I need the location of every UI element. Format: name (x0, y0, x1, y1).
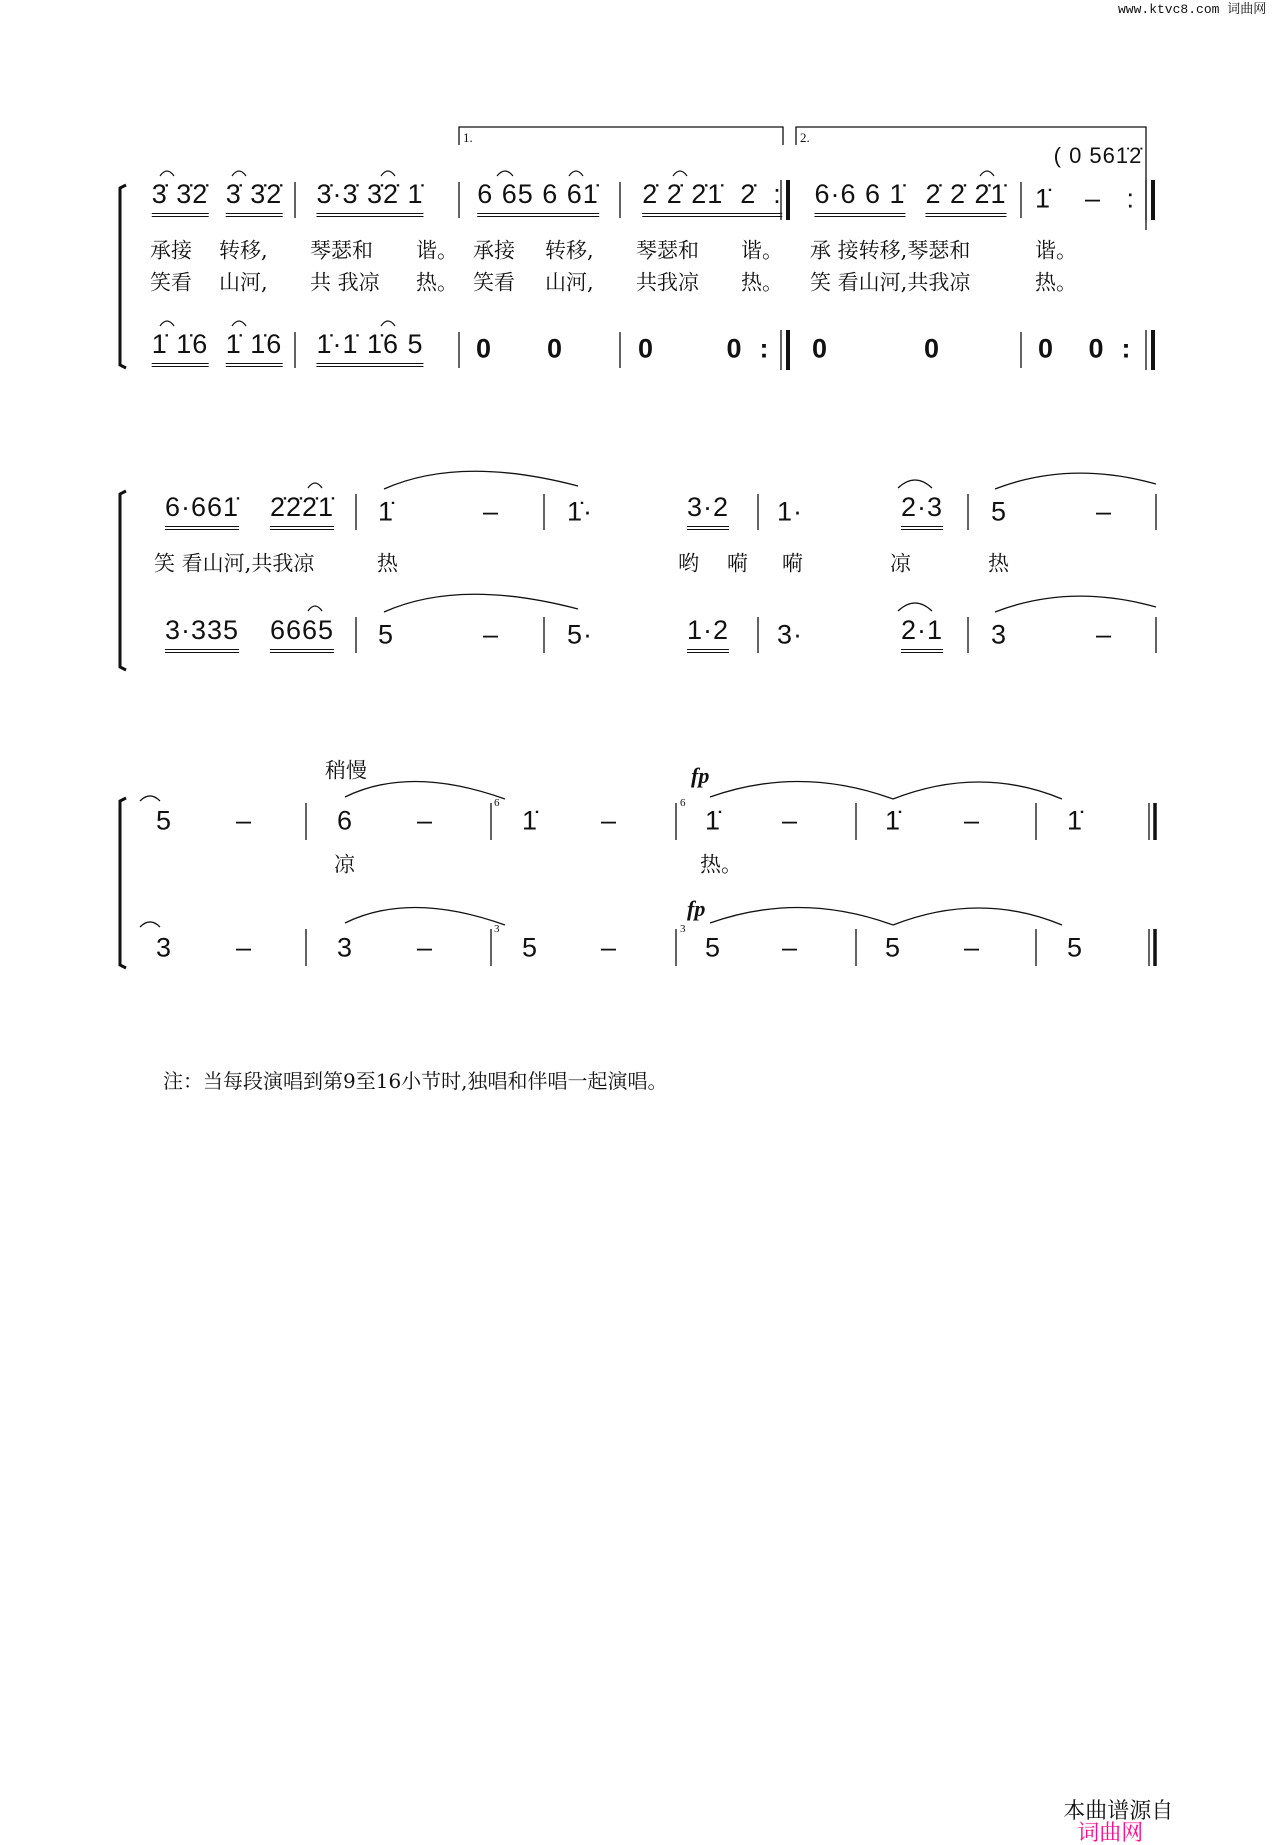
note-group: 6·661̇ (165, 494, 239, 530)
dash: – (416, 932, 434, 963)
dash: – (600, 932, 618, 963)
dynamic-fp: fp (691, 763, 710, 788)
note-group: 1̇ – : (1034, 183, 1136, 214)
lyric: 笑看 (473, 270, 515, 295)
lyric: 承 接转移,琴瑟和 (810, 238, 971, 263)
note-group: 3·335 (165, 617, 239, 653)
note-group: 3̇ 3̇2̇ (226, 181, 283, 217)
note: 1̇ (1066, 805, 1084, 836)
note-group: 1̇ 1̇6 (226, 331, 283, 367)
lyric: 承接 (473, 238, 515, 263)
note-group: 1̇ 1̇6 (152, 331, 209, 367)
note: 1̇· (566, 496, 594, 527)
intro-notes: ( 0 561̇2̇ (1053, 143, 1143, 168)
dash: – (963, 805, 981, 836)
note-group: 2·3 (901, 494, 943, 530)
volta-1-label: 1. (463, 130, 473, 145)
dash: – (416, 805, 434, 836)
rest: 0 (475, 333, 493, 364)
lyric: 山河, (545, 270, 594, 295)
lyric: 笑 看山河,共我凉 (810, 270, 971, 295)
volta-1-bracket (459, 127, 783, 145)
lyric: 承接 (150, 238, 192, 263)
lyric: 山河, (219, 270, 268, 295)
lyric: 热。 (741, 270, 783, 295)
lyric: 琴瑟和 (310, 238, 373, 263)
watermark-prefix: 本曲谱源自 (1063, 1798, 1174, 1823)
note-group: 1̇·1̇ 1̇6 5 (316, 331, 423, 367)
note-group: 2·1 (901, 617, 943, 653)
dynamic-fp: fp (687, 896, 706, 921)
lyric: 共我凉 (636, 270, 699, 295)
grace-note: 6 (494, 797, 500, 809)
dash: – (1095, 619, 1113, 650)
dash: – (1095, 496, 1113, 527)
note: 1̇ (521, 805, 539, 836)
note-group: 3̇·3̇ 3̇2̇ 1̇ (316, 181, 423, 217)
lyric: 嗬 (782, 551, 803, 576)
dash: – (235, 932, 253, 963)
lyric: 谐。 (416, 238, 458, 263)
watermark-bottom (1051, 1778, 1173, 1844)
rest: 0 (1037, 333, 1055, 364)
lyric: 热。 (1035, 270, 1077, 295)
watermark-top: www.ktvc8.com 词曲网 (1118, 2, 1267, 17)
grace-note: 6 (680, 797, 686, 809)
lyric: 嗬 (727, 551, 748, 576)
note-group: 3·2 (687, 494, 729, 530)
lyric: 热 (988, 551, 1009, 576)
note: 5· (566, 619, 594, 650)
rest: 0 (923, 333, 941, 364)
lyric: 琴瑟和 (636, 238, 699, 263)
volta-2-label: 2. (800, 130, 810, 145)
dash: – (781, 932, 799, 963)
dash: – (235, 805, 253, 836)
note: 3· (776, 619, 804, 650)
lyric: 热。 (416, 270, 458, 295)
note: 1̇ (704, 805, 722, 836)
system-bracket (120, 185, 126, 368)
lyric: 共 我凉 (310, 270, 380, 295)
lyric: 热。 (700, 852, 742, 877)
note-group: 2̇ 2̇ 2̇1̇ (925, 181, 1006, 217)
note: 1̇ (377, 496, 395, 527)
note: 3 (155, 932, 173, 963)
rest: 0 (546, 333, 564, 364)
dash: – (482, 496, 500, 527)
note-group: 1·2 (687, 617, 729, 653)
rest: 0 : (726, 333, 770, 364)
dash: – (963, 932, 981, 963)
note: 1· (776, 496, 804, 527)
note: 3 (336, 932, 354, 963)
dash: – (600, 805, 618, 836)
lyric: 谐。 (741, 238, 783, 263)
note: 3 (990, 619, 1008, 650)
watermark-brand: 词曲网 (1077, 1820, 1144, 1845)
note-group: 6·6 6 1̇ (814, 181, 905, 217)
lyric: 笑看 (150, 270, 192, 295)
lyric: 转移, (545, 238, 594, 263)
note: 5 (884, 932, 902, 963)
note-group: 2̇ 2̇ 2̇1̇ 2̇ : (642, 181, 782, 217)
rest: 0 (637, 333, 655, 364)
grace-note: 3 (494, 923, 500, 935)
lyric: 热 (377, 551, 398, 576)
lyric: 凉 (334, 852, 355, 877)
rest: 0 : (1088, 333, 1132, 364)
dash: – (781, 805, 799, 836)
lyric: 谐。 (1035, 238, 1077, 263)
note: 5 (521, 932, 539, 963)
note-group: 3̇ 3̇2̇ (152, 181, 209, 217)
note: 5 (990, 496, 1008, 527)
note: 5 (1066, 932, 1084, 963)
grace-note: 3 (680, 923, 686, 935)
note: 6 (336, 805, 354, 836)
note-group: 6665 (270, 617, 334, 653)
lyric: 哟 (678, 551, 699, 576)
lyric: 笑 看山河,共我凉 (154, 551, 315, 576)
rest: 0 (811, 333, 829, 364)
tempo-marking: 稍慢 (325, 758, 367, 783)
note: 5 (155, 805, 173, 836)
note-group: 2̇2̇2̇1̇ (270, 494, 334, 530)
note-group: 6 65 6 61̇ (477, 181, 599, 217)
dash: – (482, 619, 500, 650)
lyric: 转移, (219, 238, 268, 263)
note: 5 (377, 619, 395, 650)
lyric: 凉 (890, 551, 911, 576)
footnote: 注：当每段演唱到第9至16小节时,独唱和伴唱一起演唱。 (163, 1069, 668, 1093)
note: 5 (704, 932, 722, 963)
note: 1̇ (884, 805, 902, 836)
